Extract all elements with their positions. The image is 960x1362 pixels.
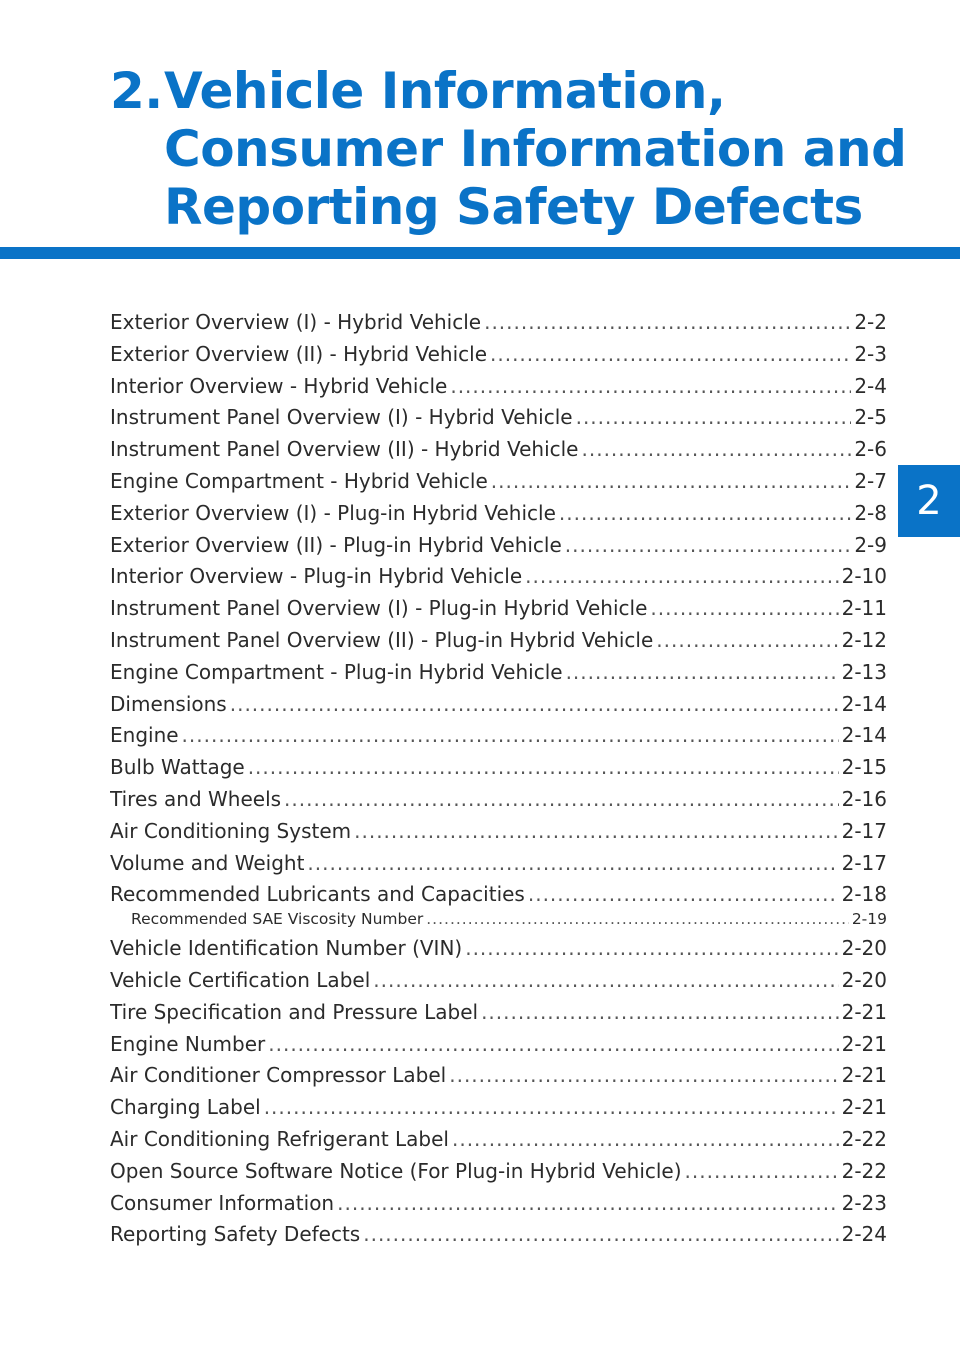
toc-dot-leader <box>656 625 838 657</box>
toc-dot-leader <box>465 933 838 965</box>
toc-dot-leader <box>481 997 839 1029</box>
toc-dot-leader <box>248 752 839 784</box>
toc-entry-label: Vehicle Identification Number (VIN) <box>110 936 463 961</box>
toc-entry-page: 2-7 <box>854 468 887 493</box>
toc-entry-page: 2-3 <box>854 341 887 366</box>
toc-dot-leader <box>307 848 838 880</box>
toc-entry-page: 2-11 <box>841 596 887 621</box>
toc-entry-label: Instrument Panel Overview (I) - Plug-in Hybrid Vehicle <box>110 596 648 621</box>
toc-entry-label: Air Conditioner Compressor Label <box>110 1063 447 1088</box>
toc-entry-page: 2-21 <box>841 1063 887 1088</box>
toc-entry[interactable] <box>110 848 887 880</box>
toc-dot-leader <box>582 434 852 466</box>
toc-entry[interactable] <box>110 816 887 848</box>
toc-entry[interactable] <box>110 339 887 371</box>
toc-entry[interactable] <box>110 689 887 721</box>
toc-entry-label: Interior Overview - Hybrid Vehicle <box>110 373 448 398</box>
chapter-tab[interactable]: 2 <box>898 465 960 537</box>
toc-entry-page: 2-12 <box>841 627 887 652</box>
toc-entry[interactable] <box>110 657 887 689</box>
toc-entry-page: 2-15 <box>841 755 887 780</box>
toc-entry-page: 2-5 <box>854 405 887 430</box>
toc-dot-leader <box>528 879 839 911</box>
toc-entry[interactable] <box>110 593 887 625</box>
title-divider <box>0 247 960 259</box>
toc-entry-label: Instrument Panel Overview (II) - Plug-in Hybrid Vehicle <box>110 627 654 652</box>
toc-dot-leader <box>426 908 849 931</box>
toc-dot-leader <box>565 530 852 562</box>
toc-entry[interactable] <box>110 307 887 339</box>
toc-entry-label: Dimensions <box>110 691 227 716</box>
toc-dot-leader <box>525 561 838 593</box>
toc-dot-leader <box>566 657 839 689</box>
toc-entry-label: Air Conditioning System <box>110 818 352 843</box>
toc-entry[interactable] <box>110 466 887 498</box>
toc-dot-leader <box>284 784 839 816</box>
toc-entry-label: Charging Label <box>110 1095 261 1120</box>
toc-dot-leader <box>576 402 852 434</box>
toc-entry-page: 2-6 <box>854 437 887 462</box>
toc-entry[interactable] <box>110 1029 887 1061</box>
toc-dot-leader <box>268 1029 838 1061</box>
toc-dot-leader <box>559 498 851 530</box>
toc-entry-label: Air Conditioning Refrigerant Label <box>110 1126 449 1151</box>
toc-entry-label: Tire Specification and Pressure Label <box>110 999 479 1024</box>
toc-entry-label: Instrument Panel Overview (I) - Hybrid Vehicle <box>110 405 573 430</box>
toc-entry-page: 2-22 <box>841 1158 887 1183</box>
toc-entry[interactable] <box>110 752 887 784</box>
toc-entry[interactable] <box>110 402 887 434</box>
toc-entry-page: 2-23 <box>841 1190 887 1215</box>
toc-entry-page: 2-17 <box>841 818 887 843</box>
toc-entry-label: Recommended Lubricants and Capacities <box>110 882 525 907</box>
toc-dot-leader <box>450 371 851 403</box>
toc-dot-leader <box>449 1060 838 1092</box>
chapter-number: 2. <box>110 62 163 120</box>
toc-subentry[interactable] <box>110 908 887 931</box>
toc-dot-leader <box>230 689 839 721</box>
toc-entry-page: 2-20 <box>841 936 887 961</box>
toc-entry-page: 2-21 <box>841 1095 887 1120</box>
toc-entry[interactable] <box>110 1092 887 1124</box>
toc-entry-label: Bulb Wattage <box>110 755 245 780</box>
chapter-title-line-1 <box>110 62 906 120</box>
toc-dot-leader <box>337 1188 838 1220</box>
toc-entry[interactable] <box>110 498 887 530</box>
toc-dot-leader <box>491 466 852 498</box>
toc-entry[interactable] <box>110 997 887 1029</box>
toc-entry[interactable] <box>110 1124 887 1156</box>
toc-dot-leader <box>490 339 851 371</box>
chapter-title-line-3: Reporting Safety Defects <box>164 178 863 236</box>
toc-entry-page: 2-24 <box>841 1222 887 1247</box>
toc-dot-leader <box>685 1156 839 1188</box>
toc-entry[interactable] <box>110 720 887 752</box>
toc-dot-leader <box>452 1124 839 1156</box>
toc-entry-label: Interior Overview - Plug-in Hybrid Vehicle <box>110 564 523 589</box>
toc-entry-label: Exterior Overview (I) - Hybrid Vehicle <box>110 310 482 334</box>
toc-entry[interactable] <box>110 784 887 816</box>
toc-entry-page: 2-14 <box>841 723 887 748</box>
toc-entry[interactable] <box>110 1188 887 1220</box>
toc-entry[interactable] <box>110 625 887 657</box>
toc-entry-page: 2-8 <box>854 500 887 525</box>
toc-dot-leader <box>373 965 838 997</box>
toc-entry-page: 2-22 <box>841 1126 887 1151</box>
toc-entry[interactable] <box>110 371 887 403</box>
toc-dot-leader <box>264 1092 839 1124</box>
toc-entry-label: Instrument Panel Overview (II) - Hybrid Vehicle <box>110 437 579 462</box>
toc-entry-page: 2-21 <box>841 999 887 1024</box>
toc-entry-label: Consumer Information <box>110 1190 335 1215</box>
toc-entry-label: Reporting Safety Defects <box>110 1222 361 1247</box>
toc-entry-page: 2-19 <box>851 910 887 929</box>
toc-entry-page: 2-18 <box>841 882 887 907</box>
toc-entry-page: 2-17 <box>841 850 887 875</box>
toc-entry[interactable] <box>110 879 887 911</box>
toc-entry-page: 2-9 <box>854 532 887 557</box>
toc-entry-label: Exterior Overview (II) - Hybrid Vehicle <box>110 341 487 366</box>
toc-entry[interactable] <box>110 530 887 562</box>
toc-entry-page: 2-20 <box>841 967 887 992</box>
table-of-contents <box>110 307 887 1251</box>
toc-entry-label: Open Source Software Notice (For Plug-in Hybrid Vehicle) <box>110 1158 682 1183</box>
toc-dot-leader <box>484 307 851 339</box>
toc-entry[interactable] <box>110 561 887 593</box>
toc-dot-leader <box>354 816 838 848</box>
toc-entry-page: 2-14 <box>841 691 887 716</box>
toc-entry-page: 2-16 <box>841 786 887 811</box>
toc-entry-label: Vehicle Certification Label <box>110 967 371 992</box>
toc-entry-label: Engine Compartment - Plug-in Hybrid Vehicle <box>110 659 563 684</box>
chapter-title <box>110 62 906 236</box>
toc-entry[interactable] <box>110 1060 887 1092</box>
toc-entry[interactable] <box>110 933 887 965</box>
toc-dot-leader <box>182 720 839 752</box>
toc-entry-page: 2-21 <box>841 1031 887 1056</box>
toc-entry-label: Recommended SAE Viscosity Number <box>131 910 424 929</box>
toc-entry-label: Volume and Weight <box>110 850 305 875</box>
toc-entry-label: Exterior Overview (II) - Plug-in Hybrid Vehicle <box>110 532 562 557</box>
toc-entry-page: 2-2 <box>854 310 887 334</box>
toc-entry-label: Engine Compartment - Hybrid Vehicle <box>110 468 488 493</box>
toc-entry-label: Engine Number <box>110 1031 266 1056</box>
toc-dot-leader <box>363 1219 838 1251</box>
toc-entry-page: 2-4 <box>854 373 887 398</box>
toc-entry-page: 2-13 <box>841 659 887 684</box>
toc-entry-label: Exterior Overview (I) - Plug-in Hybrid Vehicle <box>110 500 556 525</box>
toc-dot-leader <box>650 593 838 625</box>
toc-entry[interactable] <box>110 1219 887 1251</box>
toc-entry[interactable] <box>110 965 887 997</box>
toc-entry-page: 2-10 <box>841 564 887 589</box>
toc-entry[interactable] <box>110 1156 887 1188</box>
toc-entry-label: Tires and Wheels <box>110 786 282 811</box>
toc-entry[interactable] <box>110 434 887 466</box>
chapter-title-line-2: Consumer Information and <box>164 120 907 178</box>
toc-entry-label: Engine <box>110 723 179 748</box>
chapter-title-text-1: Vehicle Information, <box>164 62 726 120</box>
